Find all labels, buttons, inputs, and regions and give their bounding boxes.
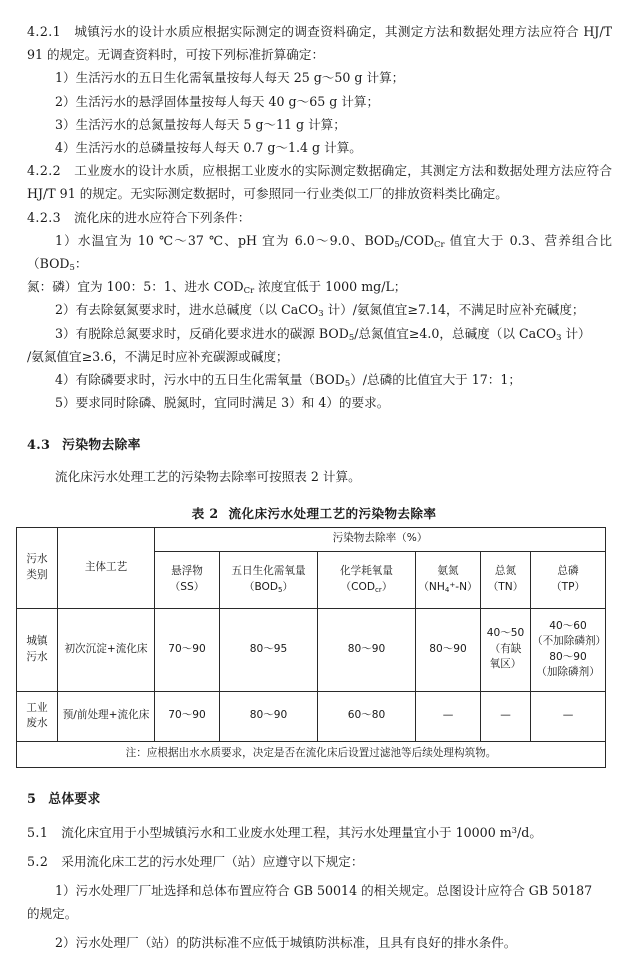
cell-tp-industrial: — (531, 691, 606, 741)
clause-4-2-1 (0, 20, 628, 66)
cell-tp-municipal-line1: 40～60 (549, 619, 587, 632)
header-cell-removal-rate-group: 污染物去除率（%） (155, 527, 606, 551)
clause-5-2 (0, 850, 628, 873)
cell-category-municipal (17, 608, 58, 691)
cell-tp-municipal-line3: 80～90 (549, 650, 587, 663)
cell-tn-industrial: — (481, 691, 531, 741)
cell-cod-municipal: 80～90 (318, 608, 416, 691)
gap-before-4-3 (0, 414, 628, 434)
header-category-line1: 污水 (26, 553, 48, 566)
header-tn-line2: （TN） (487, 580, 524, 593)
table-2-caption (0, 503, 628, 527)
header-cell-cod (318, 551, 416, 608)
clause-4-2-3-text: 流化床的进水应符合下列条件： (74, 209, 251, 225)
cell-bod-industrial: 80～90 (220, 691, 318, 741)
header-ss-line2: （SS） (169, 580, 205, 593)
header-bod-line1: 五日生化需氧量 (231, 565, 306, 578)
gap-after-heading-5 (0, 811, 628, 821)
header-cod-line2: $(COD_{cr})$ (340, 580, 393, 594)
item-4-2-3-5: 5）要求同时除磷、脱氮时，宜同时满足 3）和 4）的要求。 (55, 395, 390, 411)
cell-process-municipal: 初次沉淀+流化床 (58, 608, 155, 691)
cell-category-municipal-line2: 污水 (26, 650, 48, 663)
cell-nh-industrial: — (416, 691, 481, 741)
cell-category-municipal-line1: 城镇 (26, 635, 48, 648)
cell-category-industrial-line2: 废水 (26, 717, 48, 730)
table-2-pollutant-removal-rate (16, 527, 606, 768)
item-4-2-3-4: 4）有除磷要求时，污水中的五日生化需氧量$(BOD_5)/$总磷的比值宜大于 17：1； (55, 372, 522, 389)
item-4-2-1-3: 3）生活污水的总氮量按每人每天 5 g～11 g 计算； (55, 116, 346, 132)
heading-5-title: 总体要求 (48, 791, 101, 807)
clause-4-2-1-text: 城镇污水的设计水质应根据实际测定的调查资料确定，其测定方法和数据处理方法应符合 HJ/T 91 的规定。无调查资料时，可按下列标准折算确定： (27, 24, 612, 63)
clause-5-1: 5.1 流化床宜用于小型城镇污水和工业废水处理工程，其污水处理量宜小于 10000 $m^3/d$。 (27, 824, 542, 840)
header-cell-total-phosphorus (531, 551, 606, 608)
cell-tp-municipal-line2: （不加除磷剂） (532, 635, 607, 648)
heading-4-3 (0, 434, 628, 457)
item-5-2-1-line2: 的规定。 (27, 906, 78, 922)
heading-5 (0, 788, 628, 811)
cell-category-industrial (17, 691, 58, 741)
heading-4-3-number: 4.3 (27, 438, 51, 454)
gap-after-heading-4-3 (0, 457, 628, 465)
header-ss-line1: 悬浮物 (171, 565, 203, 578)
cell-tn-municipal-line1: 40～50 (486, 627, 525, 640)
cell-tp-municipal (531, 608, 606, 691)
section-4-3-intro: 流化床污水处理工艺的污染物去除率可按照表 2 计算。 (55, 469, 361, 485)
item-5-2-2: 2）污水处理厂（站）的防洪标准不应低于城镇防洪标准，且具有良好的排水条件。 (55, 935, 517, 951)
item-5-2-1-line1: 1）污水处理厂厂址选择和总体布置应符合 GB 50014 的相关规定。总图设计应符合 GB 50187 (55, 883, 593, 899)
clause-5-2-number: 5.2 (27, 853, 49, 869)
header-cell-ammonia-nitrogen (416, 551, 481, 608)
item-4-2-3-3-line2: /氨氮值宜≥3.6，不满足时应补充碳源或碱度； (27, 348, 289, 364)
table-row-group-header (17, 527, 606, 551)
cell-tn-municipal (481, 608, 531, 691)
clause-5-2-text: 采用流化床工艺的污水处理厂（站）应遵守以下规定： (61, 853, 364, 869)
header-tp-line2: （TP） (551, 580, 586, 593)
heading-5-number: 5 (27, 791, 37, 807)
clause-4-2-2 (0, 159, 628, 205)
header-bod-line2: $(BOD_5)$ (243, 580, 294, 594)
gap-after-table (0, 768, 628, 788)
table-row-note (17, 741, 606, 767)
table-2-caption-label: 表 2 (191, 505, 219, 521)
item-4-2-1-2: 2）生活污水的悬浮固体量按每人每天 40 g～65 g 计算； (55, 93, 380, 109)
cell-bod-municipal: 80～95 (220, 608, 318, 691)
clause-4-2-3-number: 4.2.3 (27, 209, 62, 225)
heading-4-3-title: 污染物去除率 (62, 438, 141, 454)
clause-4-2-2-text: 工业废水的设计水质，应根据工业废水的实际测定数据确定，其测定方法和数据处理方法应符合 HJ/T 91 的规定。无实际测定数据时，可参照同一行业类似工厂的排放资料类比确定。 (27, 163, 612, 202)
cell-tp-municipal-line4: （加除磷剂） (536, 666, 600, 679)
clause-4-2-3 (0, 206, 628, 229)
header-cell-total-nitrogen (481, 551, 531, 608)
cell-ss-industrial: 70～90 (155, 691, 220, 741)
gap-before-table (0, 489, 628, 503)
cell-tn-municipal-line2: （有缺 (489, 642, 522, 655)
header-nh-line2: $(NH_4^+-N)$ (418, 579, 478, 594)
cell-category-industrial-line1: 工业 (26, 701, 48, 714)
table-row (17, 691, 606, 741)
header-cod-line1: 化学耗氧量 (340, 565, 393, 578)
cell-cod-industrial: 60～80 (318, 691, 416, 741)
cell-tn-municipal-line3: 氧区） (489, 658, 522, 671)
table-row (17, 608, 606, 691)
header-nh-line1: 氨氮 (437, 565, 459, 578)
table-2-note: 注：应根据出水水质要求，决定是否在流化床后设置过滤池等后续处理构筑物。 (17, 741, 606, 767)
item-4-2-1-4: 4）生活污水的总磷量按每人每天 0.7 g～1.4 g 计算。 (55, 140, 362, 156)
item-4-2-3-1-line1: 1）水温宜为 10 ℃～37 ℃、pH 宜为 6.0～9.0、$BOD_5/COD_{Cr}$ 值宜大于 0.3、营养组合比（$BOD_5$： (27, 232, 612, 273)
clause-4-2-1-number: 4.2.1 (27, 24, 62, 39)
clause-5-1-number: 5.1 (27, 824, 49, 840)
cell-process-industrial: 预/前处理+流化床 (58, 691, 155, 741)
top-margin (0, 0, 628, 20)
cell-ss-municipal: 70～90 (155, 608, 220, 691)
item-4-2-1-1: 1）生活污水的五日生化需氧量按每人每天 25 g～50 g 计算； (55, 70, 405, 86)
clause-4-2-2-number: 4.2.2 (27, 163, 62, 179)
cell-nh-municipal: 80～90 (416, 608, 481, 691)
header-cell-category (17, 527, 58, 608)
header-tp-line1: 总磷 (557, 565, 579, 578)
header-cell-ss (155, 551, 220, 608)
table-2-caption-title: 流化床污水处理工艺的污染物去除率 (228, 505, 437, 521)
item-4-2-3-2: 2）有去除氨氮要求时，进水总碱度（以 CaCO$_3$ 计）/氨氮值宜≥7.14，不满足时应补充碱度； (55, 302, 585, 319)
header-cell-process: 主体工艺 (58, 527, 155, 608)
header-cell-bod (220, 551, 318, 608)
header-tn-line1: 总氮 (494, 565, 517, 578)
item-4-2-3-3-line1: 3）有脱除总氮要求时，反硝化要求进水的碳源 $BOD_5/$总氮值宜≥4.0，总碱度（以 CaCO$_3$ 计） (55, 325, 591, 342)
header-category-line2: 类别 (26, 568, 48, 581)
item-4-2-3-1-line2: 氮：磷）宜为 100：5：1、进水 $COD_{Cr}$ 浓度宜低于 1000 mg/L； (27, 279, 407, 296)
